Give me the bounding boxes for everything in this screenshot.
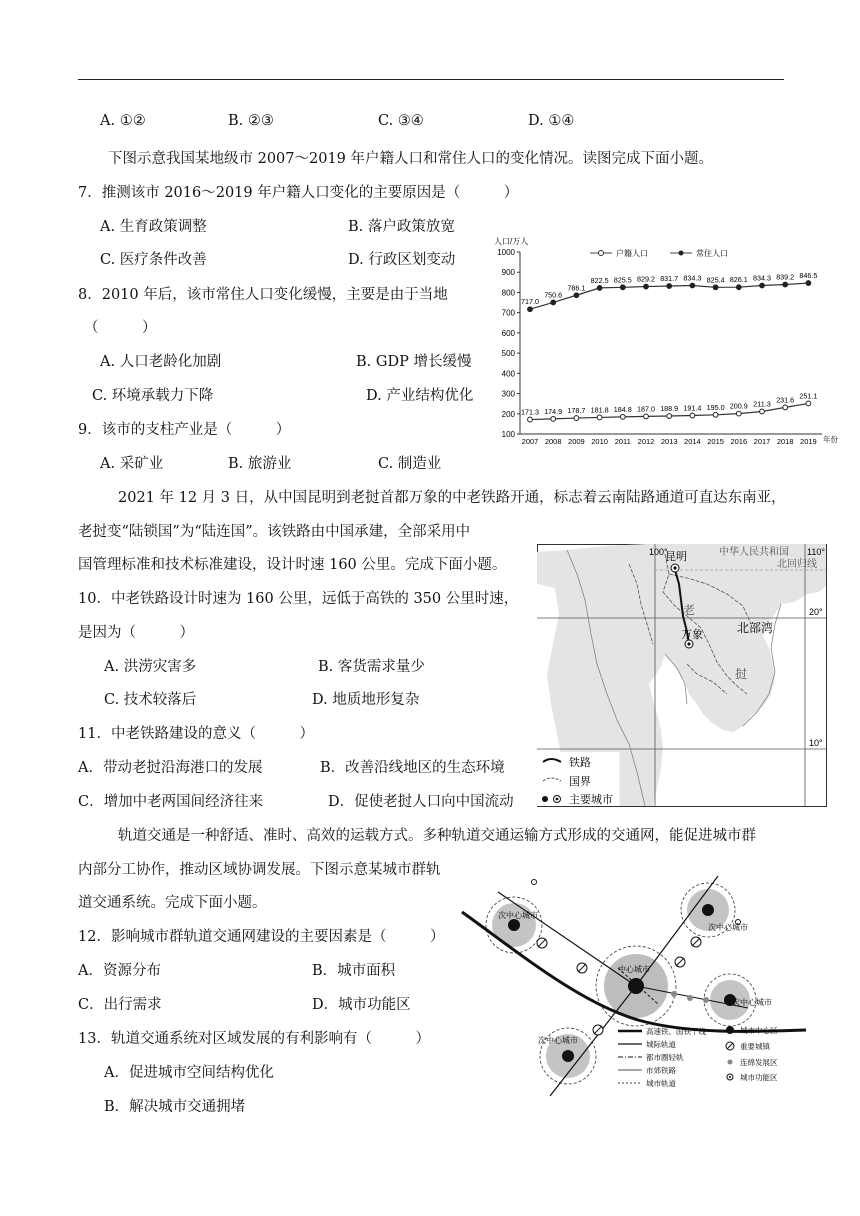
header-rule [78, 79, 784, 80]
point-hukou [690, 413, 695, 418]
point-changzhu [620, 285, 625, 290]
point-hukou [713, 412, 718, 417]
lon-label-100: 100° [649, 547, 668, 557]
point-changzhu [597, 285, 602, 290]
q7-option-d: D. 行政区划变动 [348, 252, 456, 268]
label-china: 中华人民共和国 [719, 547, 789, 558]
label-changzhu: 826.1 [729, 275, 748, 285]
chart-ytick-label: 500 [501, 349, 515, 359]
q8-option-b: B. GDP 增长缓慢 [356, 354, 472, 370]
center-main [628, 978, 644, 994]
svg-text:城市轨道: 城市轨道 [646, 1079, 676, 1088]
q12-option-b: B．城市面积 [312, 963, 396, 979]
point-changzhu [690, 283, 695, 288]
lon-label-110: 110° [807, 547, 825, 557]
important-town-4 [691, 937, 701, 947]
point-hukou [551, 416, 556, 421]
lat-label-20: 20° [809, 607, 823, 617]
point-hukou [574, 416, 579, 421]
label-city-e: 次中心城市 [732, 998, 772, 1007]
q10-option-d: D. 地质地形复杂 [312, 692, 420, 708]
q9-option-c: C. 制造业 [378, 456, 442, 472]
chart-xtick-label: 2009 [568, 437, 585, 444]
chart-legend [590, 248, 728, 258]
label-changzhu: 822.5 [590, 275, 609, 285]
prev-option-d: D. ①④ [528, 113, 575, 129]
important-town-5 [593, 1025, 603, 1035]
q10-stem-l2: 是因为（ ） [78, 625, 194, 641]
svg-text:城际轨道: 城际轨道 [646, 1040, 676, 1049]
q7-stem: 7．推测该市 2016～2019 年户籍人口变化的主要原因是（ ） [78, 185, 519, 201]
chart-ylabel: 人口/万人 [494, 237, 529, 246]
chart-xtick-label: 2011 [614, 437, 631, 444]
point-hukou [760, 409, 765, 414]
center-sw [562, 1050, 574, 1062]
label-city-center: 中心城市 [618, 965, 650, 974]
label-hukou: 211.3 [753, 399, 771, 409]
chart-xlabel: 年份 [823, 435, 838, 444]
prev-option-b: B. ②③ [228, 113, 274, 129]
transit-diagram [458, 872, 808, 1120]
label-hukou: 178.7 [567, 406, 586, 416]
point-changzhu [760, 283, 765, 288]
q10-option-a: A. 洪涝灾害多 [104, 659, 197, 675]
svg-text:城市功能区: 城市功能区 [740, 1073, 778, 1082]
q11-option-b: B．改善沿线地区的生态环境 [320, 760, 505, 776]
point-changzhu [783, 282, 788, 287]
svg-text:城市中心区: 城市中心区 [740, 1026, 778, 1035]
legend-marker-changzhu [679, 251, 684, 256]
legend-hukou: 户籍人口 [616, 249, 648, 258]
development-dot-1 [671, 991, 677, 997]
chart-xtick-label: 2015 [707, 437, 724, 444]
intro-transit-l1: 轨道交通是一种舒适、准时、高效的运载方式。多种轨道交通运输方式形成的交通网，能促进城市群 [118, 828, 756, 844]
transit-legend [618, 1025, 778, 1088]
legend-changzhu: 常住人口 [696, 249, 728, 258]
q12-stem: 12．影响城市群轨道交通网建设的主要因素是（ ） [78, 929, 445, 945]
q8-stem: 8．2010 年后，该市常住人口变化缓慢，主要是由于当地 [78, 287, 448, 303]
svg-text:市郊铁路: 市郊铁路 [646, 1066, 676, 1075]
label-changzhu: 834.3 [683, 273, 702, 283]
q11-option-c: C．增加中老两国间经济往来 [78, 794, 264, 810]
label-changzhu: 717.0 [521, 297, 539, 307]
label-vientiane: 万象 [681, 629, 703, 641]
q11-option-a: A．带动老挝沿海港口的发展 [78, 760, 263, 776]
label-hukou: 187.0 [637, 404, 655, 414]
chart-xtick-label: 2013 [660, 437, 678, 444]
q9-stem: 9．该市的支柱产业是（ ） [78, 422, 291, 438]
label-changzhu: 846.5 [799, 271, 818, 281]
intro-railway-l2: 老挝变“陆锁国”为“陆连国”。该铁路由中国承建，全部采用中 [78, 524, 471, 540]
chart-ytick-label: 600 [501, 328, 515, 338]
label-kunming: 昆明 [665, 551, 687, 563]
development-dot-3 [703, 997, 709, 1003]
label-changzhu: 831.7 [660, 274, 679, 284]
intro-transit-l2: 内部分工协作，推动区域协调发展。下图示意某城市群轨 [78, 862, 441, 878]
q10-stem-l1: 10．中老铁路设计时速为 160 公里，远低于高铁的 350 公里时速， [78, 591, 519, 607]
map-legend-rail: 铁路 [569, 757, 591, 769]
intro-population: 下图示意我国某地级市 2007～2019 年户籍人口和常住人口的变化情况。读图完成下面小题。 [108, 151, 714, 167]
svg-text:高速铁、国铁干线: 高速铁、国铁干线 [646, 1027, 706, 1036]
chart-xtick-label: 2017 [753, 437, 771, 444]
function-area-1 [532, 880, 537, 885]
q12-option-c: C．出行需求 [78, 997, 162, 1013]
label-hukou: 171.3 [521, 407, 539, 417]
point-changzhu [667, 284, 672, 289]
point-hukou [806, 401, 811, 406]
label-lao: 老 [683, 603, 696, 617]
label-changzhu: 825.5 [613, 275, 632, 285]
q13-option-b: B．解决城市交通拥堵 [104, 1099, 246, 1115]
q7-option-b: B. 落户政策放宽 [348, 219, 455, 235]
label-hukou: 191.4 [683, 403, 702, 413]
label-changzhu: 750.6 [544, 290, 563, 300]
chart-ytick-label: 100 [501, 430, 515, 439]
q7-option-c: C. 医疗条件改善 [100, 252, 207, 268]
q8-paren: （ ） [84, 320, 157, 336]
chart-xtick-label: 2012 [637, 437, 655, 444]
label-city-nw: 次中心城市 [498, 911, 538, 920]
point-hukou [736, 411, 741, 416]
q9-option-a: A. 采矿业 [100, 456, 164, 472]
legend-marker-hukou [599, 251, 604, 256]
map-legend-city: 主要城市 [569, 794, 613, 806]
chart-ytick-label: 800 [501, 288, 515, 298]
q12-option-a: A．资源分布 [78, 963, 161, 979]
label-changzhu: 839.2 [776, 272, 795, 282]
chart-xtick-label: 2007 [521, 437, 539, 444]
point-hukou [528, 417, 533, 422]
center-ne [702, 904, 714, 916]
label-hukou: 188.9 [660, 404, 679, 414]
chart-ytick-label: 700 [501, 308, 515, 318]
q11-option-d: D．促使老挝人口向中国流动 [328, 794, 514, 810]
label-hukou: 251.1 [799, 391, 818, 401]
label-changzhu: 834.3 [753, 273, 771, 283]
label-city-ne: 次中心城市 [708, 923, 748, 932]
point-hukou [597, 415, 602, 420]
svg-text:重要城镇: 重要城镇 [740, 1042, 770, 1051]
map-legend-border: 国界 [569, 776, 591, 788]
label-hukou: 174.9 [544, 406, 563, 416]
label-wo: 挝 [735, 667, 748, 681]
chart-ytick-label: 400 [501, 369, 515, 379]
q8-option-a: A. 人口老龄化加剧 [100, 354, 222, 370]
q13-stem: 13．轨道交通系统对区域发展的有利影响有（ ） [78, 1031, 430, 1047]
intro-railway-l1: 2021 年 12 月 3 日，从中国昆明到老挝首都万象的中老铁路开通，标志着云南陆路通道可直达东南亚， [118, 490, 786, 506]
label-tropic: 北回归线 [777, 559, 817, 570]
q12-option-d: D．城市功能区 [312, 997, 411, 1013]
q8-option-c: C. 环境承载力下降 [92, 388, 214, 404]
label-hukou: 200.9 [729, 401, 748, 411]
q11-stem: 11．中老铁路建设的意义（ ） [78, 726, 314, 742]
point-hukou [620, 414, 625, 419]
intro-railway-l3: 国管理标准和技术标准建设，设计时速 160 公里。完成下面小题。 [78, 557, 507, 573]
point-changzhu [528, 307, 533, 312]
prev-option-a: A. ①② [100, 113, 146, 129]
point-changzhu [574, 293, 579, 298]
q10-option-c: C. 技术较落后 [104, 692, 197, 708]
label-changzhu: 829.2 [637, 274, 655, 284]
q10-option-b: B. 客货需求量少 [318, 659, 425, 675]
point-hukou [783, 405, 788, 410]
q7-option-a: A. 生育政策调整 [100, 219, 207, 235]
label-gulf: 北部湾 [737, 621, 774, 635]
q9-option-b: B. 旅游业 [228, 456, 292, 472]
chart-ytick-label: 1000 [497, 248, 515, 257]
important-town-1 [537, 938, 547, 948]
intro-transit-l3: 道交通系统。完成下面小题。 [78, 895, 267, 911]
point-hukou [644, 414, 649, 419]
point-changzhu [806, 281, 811, 286]
population-chart [490, 234, 842, 444]
label-changzhu: 825.4 [706, 275, 725, 285]
important-town-3 [675, 957, 685, 967]
city-vientiane-marker [685, 640, 693, 648]
chart-ytick-label: 900 [501, 268, 515, 278]
label-hukou: 181.8 [590, 405, 609, 415]
chart-ytick-label: 300 [501, 389, 515, 399]
svg-text:连绵发展区: 连绵发展区 [740, 1058, 778, 1067]
point-changzhu [551, 300, 556, 305]
legend-city-ring [554, 796, 561, 803]
point-changzhu [736, 285, 741, 290]
chart-xtick-label: 2008 [544, 437, 562, 444]
point-changzhu [713, 285, 718, 290]
svg-text:都市圈轻轨: 都市圈轻轨 [646, 1053, 684, 1062]
label-hukou: 195.0 [706, 402, 725, 412]
lat-label-10: 10° [809, 738, 823, 748]
chart-ytick-label: 200 [501, 409, 515, 419]
label-city-sw: 次中心城市 [538, 1036, 578, 1045]
q13-option-a: A．促进城市空间结构优化 [104, 1065, 274, 1081]
legend-city-dot [542, 796, 548, 802]
label-changzhu: 786.1 [567, 283, 586, 293]
city-kunming-marker [671, 564, 679, 572]
label-hukou: 184.8 [613, 404, 632, 414]
important-town-2 [577, 963, 587, 973]
point-changzhu [644, 284, 649, 289]
q8-option-d: D. 产业结构优化 [366, 388, 474, 404]
chart-xtick-label: 2018 [776, 437, 794, 444]
chart-xtick-label: 2010 [591, 437, 608, 444]
label-hukou: 231.6 [776, 395, 795, 405]
chart-xtick-label: 2019 [800, 437, 817, 444]
prev-option-c: C. ③④ [378, 113, 424, 129]
chart-xtick-label: 2014 [684, 437, 701, 444]
development-dot-2 [687, 995, 693, 1001]
chart-xtick-label: 2016 [730, 437, 748, 444]
indochina-map [537, 544, 827, 807]
point-hukou [667, 414, 672, 419]
center-nw [508, 919, 520, 931]
